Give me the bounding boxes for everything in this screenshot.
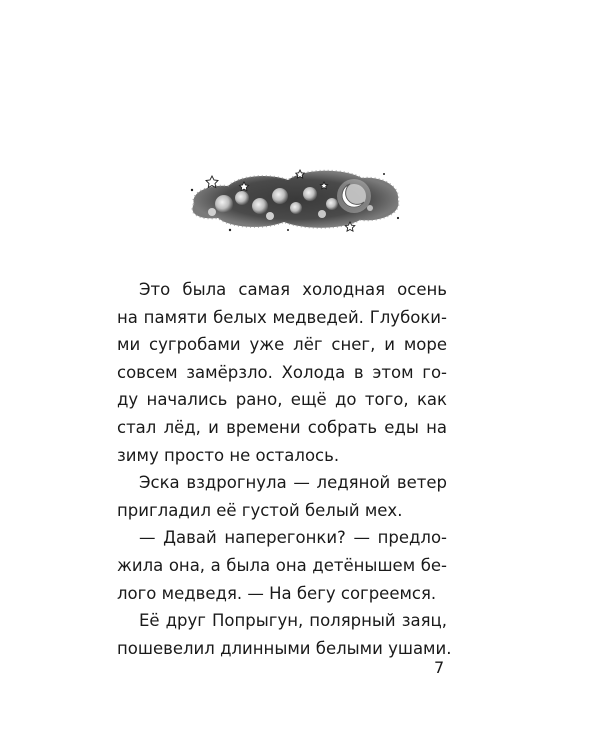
page-number: 7 [434,658,445,677]
text-line: совсем замёрзло. Холода в этом го- [117,362,447,382]
text-line: ми сугробами уже лёг снег, и море [117,335,447,355]
text-line: стал лёд, и времени собрать еды на [117,417,447,437]
text-line: Эска вздрогнула — ледяной ветер [139,473,447,493]
text-line: Её друг Попрыгун, полярный заяц, [139,611,447,631]
text-line: пригладил её густой белый мех. [117,500,403,520]
text-line: — Давай наперегонки? — предло- [139,528,447,548]
text-line: лого медведя. — На бегу согреемся. [117,583,437,603]
paragraph-3 [117,524,447,607]
text-line: зиму просто не осталось. [117,445,340,465]
text-line: пошевелил длинными белыми ушами. [117,638,452,658]
paragraph-4 [117,607,452,662]
text-line: на памяти белых медведей. Глубоки- [117,307,447,327]
paragraph-1 [117,276,447,469]
night-sky-moon-stars-icon [184,160,406,236]
paragraph-2 [117,469,447,524]
text-line: жила она, а была она детёнышем бе- [117,555,447,575]
text-line: ду начались рано, ещё до того, как [117,390,447,410]
text-line: Это была самая холодная осень [139,280,447,299]
story-text [117,276,452,662]
